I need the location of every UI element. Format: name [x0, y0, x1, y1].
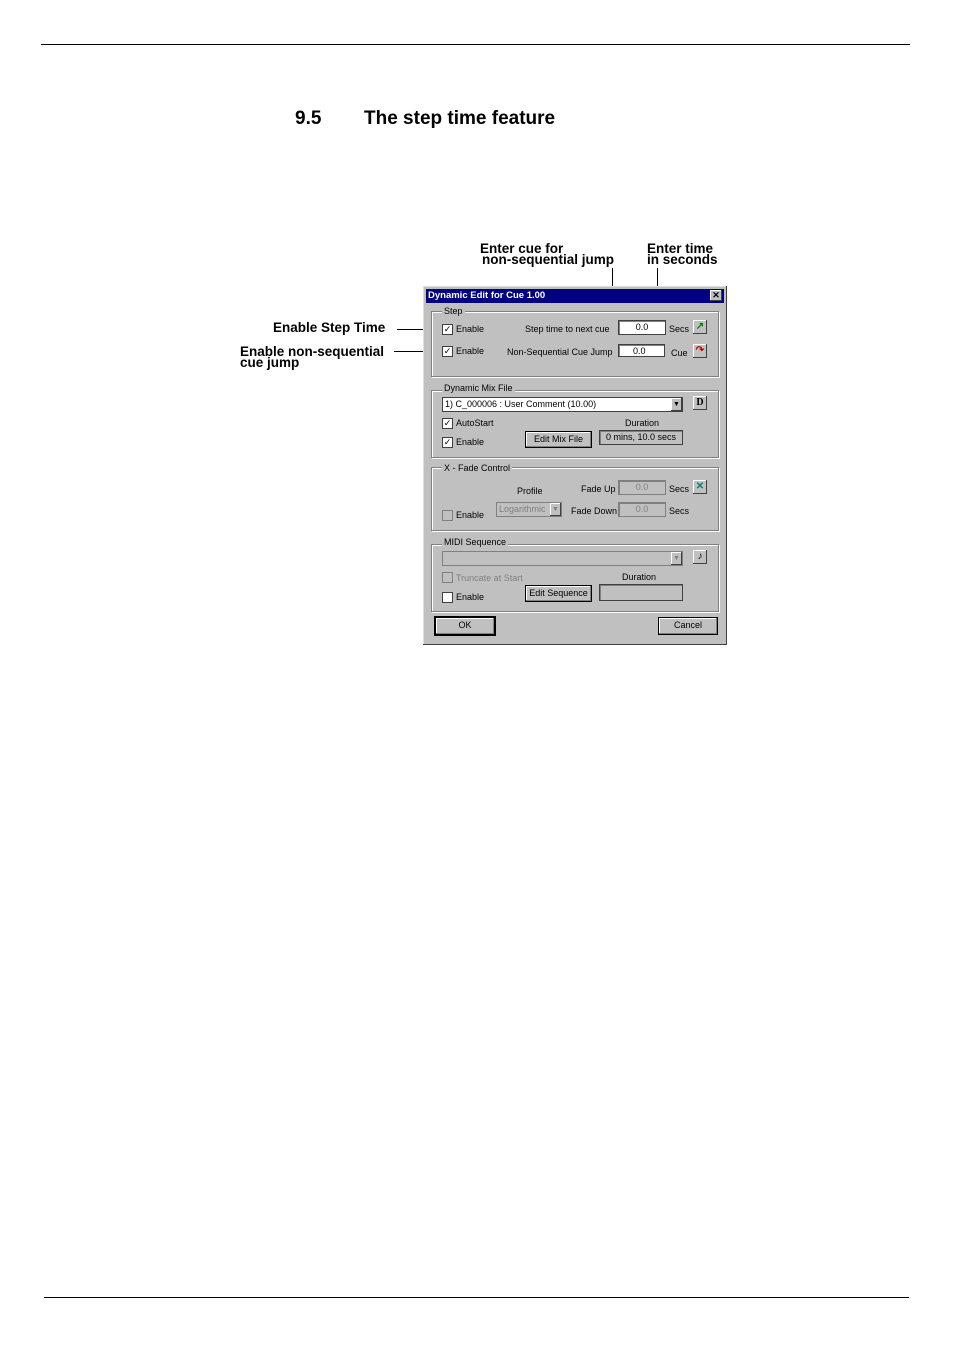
step-group — [431, 311, 719, 377]
mix-file-select[interactable] — [442, 397, 683, 412]
bottom-rule — [44, 1297, 909, 1298]
step-group-label: Step — [444, 306, 463, 316]
mix-enable-label: Enable — [456, 437, 485, 447]
fade-down-label: Fade Down — [571, 506, 618, 516]
top-rule — [41, 44, 910, 45]
step-time-chart-icon[interactable]: ↗ — [693, 320, 707, 334]
mix-file-selected: 1) C_000006 : User Comment (10.00) — [445, 399, 597, 409]
xfade-profile-value: Logarithmic — [499, 504, 546, 514]
midi-note-icon[interactable]: ♪ — [693, 550, 707, 564]
callout-nonseq-line2: cue jump — [240, 355, 300, 370]
section-number: 9.5 — [295, 108, 322, 129]
fade-down-secs: Secs — [669, 506, 690, 516]
callout-time-line1: Enter time — [647, 241, 714, 256]
midi-group-label: MIDI Sequence — [444, 537, 507, 547]
callout-cue-line1: Enter cue for — [480, 241, 564, 256]
chevron-down-icon[interactable]: ▼ — [550, 503, 561, 516]
xfade-group-label: X - Fade Control — [444, 463, 511, 473]
xfade-profile-select[interactable] — [496, 502, 562, 517]
callout-cue-line2: non-sequential jump — [482, 252, 615, 267]
fade-up-input[interactable]: 0.0 — [618, 480, 666, 495]
mix-duration-field: 0 mins, 10.0 secs — [599, 430, 683, 445]
midi-truncate-label: Truncate at Start — [456, 573, 523, 583]
step-enable-checkbox[interactable]: ✓ — [443, 324, 452, 334]
callout-time-line2: in seconds — [647, 252, 718, 267]
midi-sequence-select[interactable] — [442, 551, 683, 566]
dialog-titlebar — [426, 289, 724, 303]
section-title: The step time feature — [364, 108, 556, 129]
mix-duration-label: Duration — [625, 418, 660, 428]
jump-cue-label: Cue — [671, 348, 688, 358]
midi-duration-field — [599, 584, 683, 601]
midi-enable-label: Enable — [456, 592, 485, 602]
step-time-input[interactable]: 0.0 — [618, 320, 666, 335]
edit-sequence-button[interactable]: Edit Sequence — [525, 585, 592, 602]
fade-up-label: Fade Up — [581, 484, 616, 494]
step-time-label: Step time to next cue — [525, 324, 610, 334]
jump-enable-checkbox[interactable]: ✓ — [443, 346, 452, 356]
chevron-down-icon[interactable]: ▼ — [671, 398, 682, 411]
xfade-chart-icon[interactable]: ✕ — [693, 480, 707, 494]
chevron-down-icon[interactable]: ▼ — [671, 552, 682, 565]
xfade-enable-label: Enable — [456, 510, 485, 520]
midi-enable-checkbox[interactable] — [442, 592, 453, 603]
close-icon[interactable]: ✕ — [710, 290, 722, 301]
callout-enable-step: Enable Step Time — [273, 320, 386, 335]
dialog-title: Dynamic Edit for Cue 1.00 — [428, 290, 546, 301]
cancel-button[interactable]: Cancel — [658, 617, 718, 635]
mix-group-label: Dynamic Mix File — [444, 383, 513, 393]
step-enable-label: Enable — [456, 324, 485, 334]
edit-mix-file-button[interactable]: Edit Mix File — [525, 431, 592, 448]
jump-cue-input[interactable]: 0.0 — [618, 344, 665, 357]
fade-up-secs: Secs — [669, 484, 690, 494]
ok-button[interactable]: OK — [435, 617, 495, 635]
jump-enable-label: Enable — [456, 346, 485, 356]
mix-enable-checkbox[interactable]: ✓ — [443, 437, 452, 447]
xfade-group — [431, 467, 719, 531]
mix-autostart-label: AutoStart — [456, 418, 494, 428]
xfade-enable-checkbox[interactable] — [442, 510, 453, 521]
jump-label: Non-Sequential Cue Jump — [507, 347, 613, 357]
step-secs-label: Secs — [669, 324, 690, 334]
xfade-profile-label: Profile — [517, 486, 543, 496]
midi-truncate-checkbox[interactable] — [442, 572, 453, 583]
fade-down-input[interactable]: 0.0 — [618, 502, 666, 517]
callout-nonseq-line1: Enable non-sequential — [240, 344, 385, 359]
mix-autostart-checkbox[interactable]: ✓ — [443, 418, 452, 428]
mix-file-icon[interactable]: D — [693, 396, 707, 410]
dynamic-edit-dialog — [423, 286, 727, 645]
jump-cue-icon[interactable]: ↷ — [693, 344, 707, 358]
midi-duration-label: Duration — [622, 572, 657, 582]
